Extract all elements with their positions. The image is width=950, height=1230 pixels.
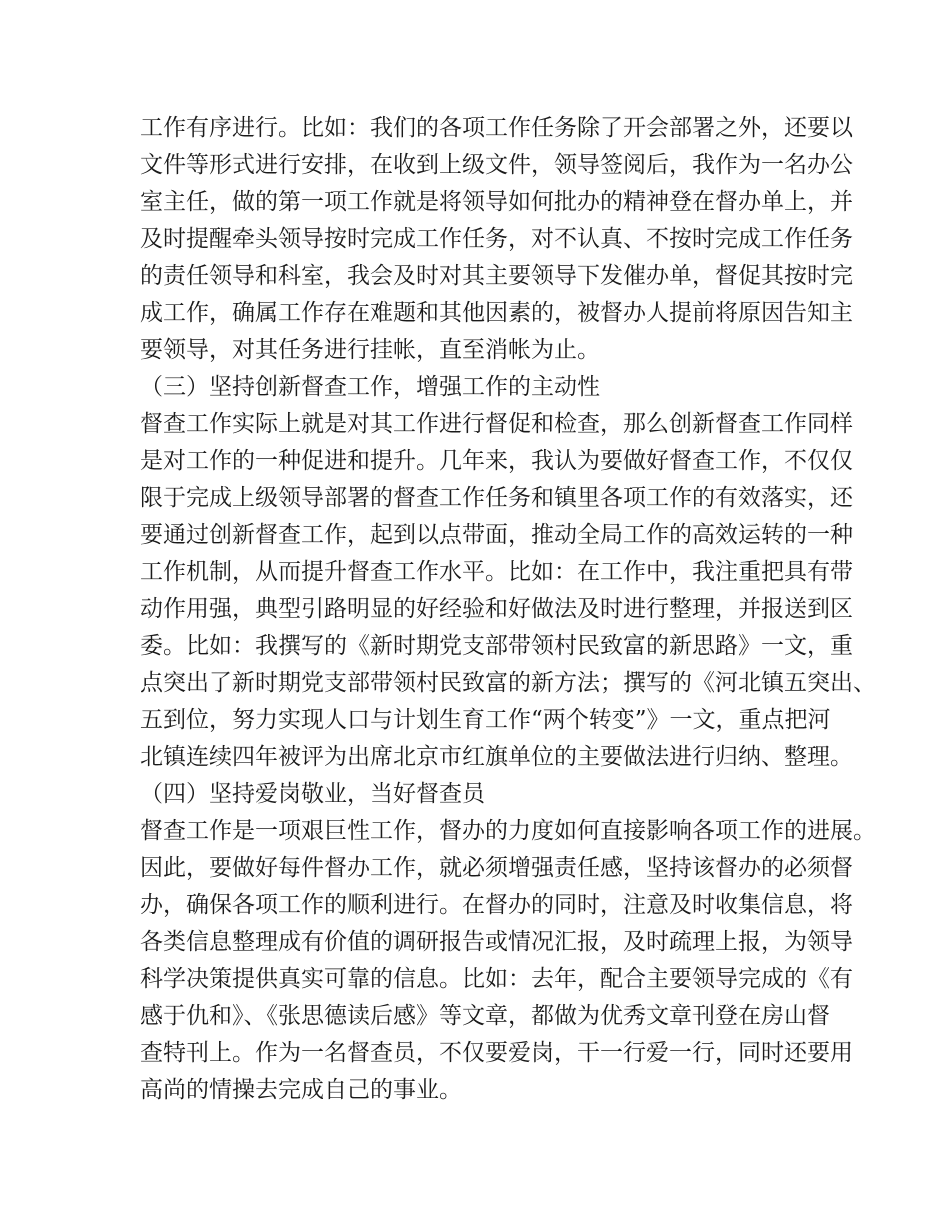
body-line: 室主任，做的第一项工作就是将领导如何批办的精神登在督办单上，并 bbox=[140, 189, 853, 215]
document-body bbox=[140, 110, 876, 1109]
section-heading-4: （四）坚持爱岗敬业，当好督查员 bbox=[140, 781, 485, 807]
body-line: 及时提醒牵头领导按时完成工作任务，对不认真、不按时完成工作任务 bbox=[140, 226, 853, 252]
body-line: 五到位，努力实现人口与计划生育工作“两个转变”》一文，重点把河 bbox=[140, 707, 831, 733]
body-line: 办，确保各项工作的顺利进行。在督办的同时，注意及时收集信息，将 bbox=[140, 892, 853, 918]
body-line: 工作机制，从而提升督查工作水平。比如：在工作中，我注重把具有带 bbox=[140, 559, 853, 585]
body-line: 委。比如：我撰写的《新时期党支部带领村民致富的新思路》一文，重 bbox=[140, 633, 853, 659]
body-line: 成工作，确属工作存在难题和其他因素的，被督办人提前将原因告知主 bbox=[140, 300, 853, 326]
body-line: 北镇连续四年被评为出席北京市红旗单位的主要做法进行归纳、整理。 bbox=[140, 744, 853, 770]
body-line: 因此，要做好每件督办工作，就必须增强责任感，坚持该督办的必须督 bbox=[140, 855, 853, 881]
body-line: 查特刊上。作为一名督查员，不仅要爱岗，干一行爱一行，同时还要用 bbox=[140, 1040, 853, 1066]
body-line: 科学决策提供真实可靠的信息。比如：去年，配合主要领导完成的《有 bbox=[140, 966, 853, 992]
section-heading-3: （三）坚持创新督查工作，增强工作的主动性 bbox=[140, 374, 600, 400]
body-line: 感于仇和》、《张思德读后感》等文章，都做为优秀文章刊登在房山督 bbox=[140, 1003, 830, 1029]
body-line: 要领导，对其任务进行挂帐，直至消帐为止。 bbox=[140, 337, 600, 363]
body-line: 工作有序进行。比如：我们的各项工作任务除了开会部署之外，还要以 bbox=[140, 115, 853, 141]
body-line: 高尚的情操去完成自己的事业。 bbox=[140, 1077, 462, 1103]
body-line: 文件等形式进行安排，在收到上级文件，领导签阅后，我作为一名办公 bbox=[140, 152, 853, 178]
body-line: 是对工作的一种促进和提升。几年来，我认为要做好督查工作，不仅仅 bbox=[140, 448, 853, 474]
body-line: 动作用强，典型引路明显的好经验和好做法及时进行整理，并报送到区 bbox=[140, 596, 853, 622]
body-line: 点突出了新时期党支部带领村民致富的新方法；撰写的《河北镇五突出、 bbox=[140, 670, 876, 696]
body-line: 督查工作是一项艰巨性工作，督办的力度如何直接影响各项工作的进展。 bbox=[140, 818, 876, 844]
body-line: 各类信息整理成有价值的调研报告或情况汇报，及时疏理上报，为领导 bbox=[140, 929, 853, 955]
body-line: 督查工作实际上就是对其工作进行督促和检查，那么创新督查工作同样 bbox=[140, 411, 853, 437]
body-line: 要通过创新督查工作，起到以点带面，推动全局工作的高效运转的一种 bbox=[140, 522, 853, 548]
body-line: 的责任领导和科室，我会及时对其主要领导下发催办单，督促其按时完 bbox=[140, 263, 853, 289]
body-line: 限于完成上级领导部署的督查工作任务和镇里各项工作的有效落实，还 bbox=[140, 485, 853, 511]
